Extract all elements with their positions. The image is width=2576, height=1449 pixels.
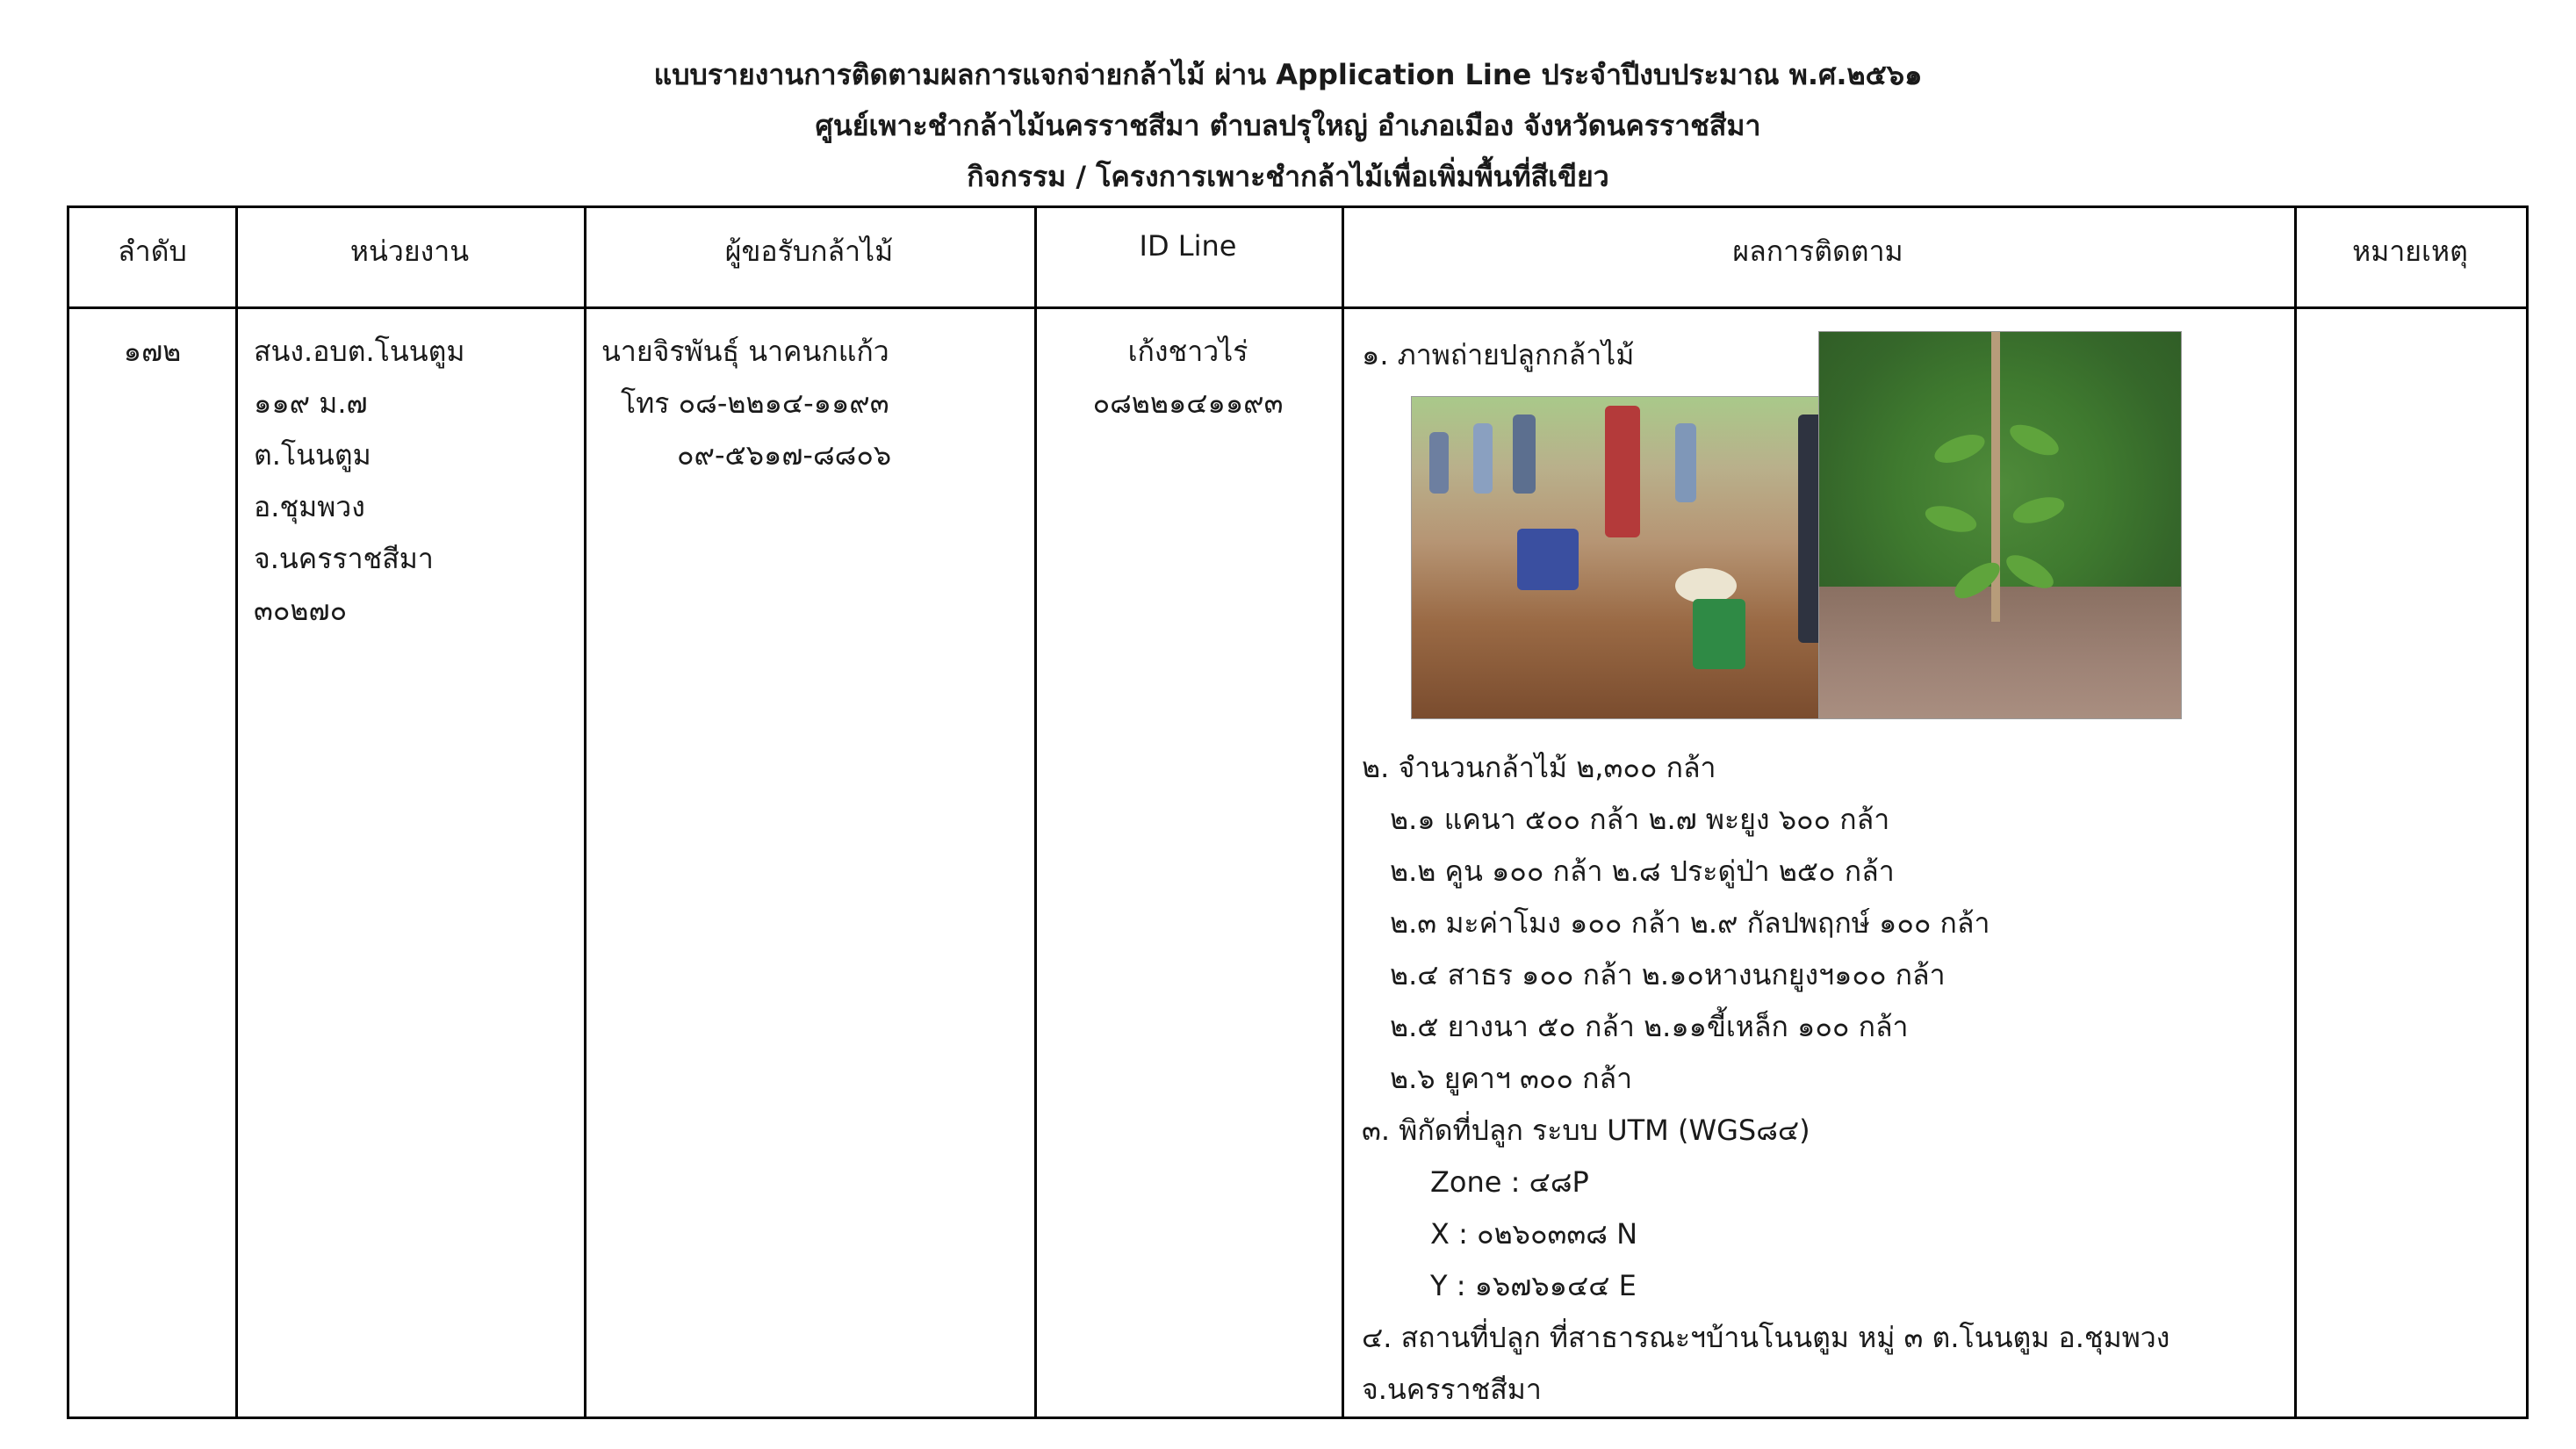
requester-cell [601,326,891,481]
species-line: ๒.๔ สาธร ๑๐๐ กล้า ๒.๑๐หางนกยูงฯ๑๐๐ กล้า [1390,958,1946,991]
column-divider [2294,208,2297,1417]
column-divider [235,208,238,1417]
species-line: ๒.๓ มะค่าโมง ๑๐๐ กล้า ๒.๙ กัลปพฤกษ์ ๑๐๐ กล้า [1390,906,1990,940]
report-title-line-2: ศูนย์เพาะชำกล้าไม้นครราชสีมา ตำบลปรุใหญ่ อำเภอเมือง จังหวัดนครราชสีมา [815,109,1761,142]
agency-line: ๑๑๙ ม.๗ [254,386,368,420]
result-item-4-cont: จ.นครราชสีมา [1362,1373,1542,1406]
requester-phone-2: ๐๙-๕๖๑๗-๘๘๐๖ [677,438,892,472]
coordinate-zone: Zone : ๔๘P [1430,1165,1589,1199]
column-header-remark: หมายเหตุ [2352,234,2468,268]
coordinate-y: Y : ๑๖๗๖๑๔๔ E [1430,1269,1637,1302]
column-header-result: ผลการติดตาม [1732,234,1903,268]
column-header-requester: ผู้ขอรับกล้าไม้ [724,234,894,268]
column-divider [584,208,586,1417]
agency-line: ต.โนนตูม [254,438,371,472]
species-line: ๒.๒ คูน ๑๐๐ กล้า ๒.๘ ประดู่ป่า ๒๕๐ กล้า [1390,854,1895,888]
species-line: ๒.๑ แคนา ๕๐๐ กล้า ๒.๗ พะยูง ๖๐๐ กล้า [1390,803,1890,836]
report-title-line-1: แบบรายงานการติดตามผลการแจกจ่ายกล้าไม้ ผ่าน Application Line ประจำปีงบประมาณ พ.ศ.๒๕๖๑ [653,58,1923,91]
agency-cell [254,326,465,637]
row-order: ๑๗๒ [123,335,182,368]
report-table [67,205,2529,1419]
id-line-number: ๐๘๒๒๑๔๑๑๙๓ [1092,386,1284,420]
result-item-1: ๑. ภาพถ่ายปลูกกล้าไม้ [1362,338,1635,371]
agency-line: ๓๐๒๗๐ [254,594,348,627]
column-divider [1342,208,1344,1417]
species-line: ๒.๖ ยูคาฯ ๓๐๐ กล้า [1390,1062,1633,1095]
report-title-line-3: กิจกรรม / โครงการเพาะชำกล้าไม้เพื่อเพิ่มพื้นที่สีเขียว [967,160,1609,193]
coordinate-x: X : ๐๒๖๐๓๓๘ N [1430,1217,1638,1251]
requester-phone-1: โทร ๐๘-๒๒๑๔-๑๑๙๓ [621,386,889,420]
column-header-order: ลำดับ [118,234,187,268]
column-header-id-line: ID Line [1139,229,1237,263]
report-title-block [0,49,2576,202]
id-line-name: เก้งชาวไร่ [1127,335,1248,368]
result-item-2: ๒. จำนวนกล้าไม้ ๒,๓๐๐ กล้า [1362,751,1716,784]
result-item-4: ๔. สถานที่ปลูก ที่สาธารณะฯบ้านโนนตูม หมู่ ๓ ต.โนนตูม อ.ชุมพวง [1362,1321,2170,1354]
header-divider [69,306,2526,309]
planting-activity-photo [1411,396,1839,719]
agency-line: อ.ชุมพวง [254,490,365,523]
requester-name: นายจิรพันธุ์ นาคนกแก้ว [601,335,889,368]
species-line: ๒.๕ ยางนา ๕๐ กล้า ๒.๑๑ขี้เหล็ก ๑๐๐ กล้า [1390,1010,1909,1043]
id-line-cell [1034,326,1342,429]
column-header-agency: หน่วยงาน [349,234,470,268]
planted-seedling-photo [1818,331,2182,719]
agency-line: จ.นครราชสีมา [254,542,434,575]
agency-line: สนง.อบต.โนนตูม [254,335,465,368]
result-item-3: ๓. พิกัดที่ปลูก ระบบ UTM (WGS๘๔) [1362,1114,1810,1147]
